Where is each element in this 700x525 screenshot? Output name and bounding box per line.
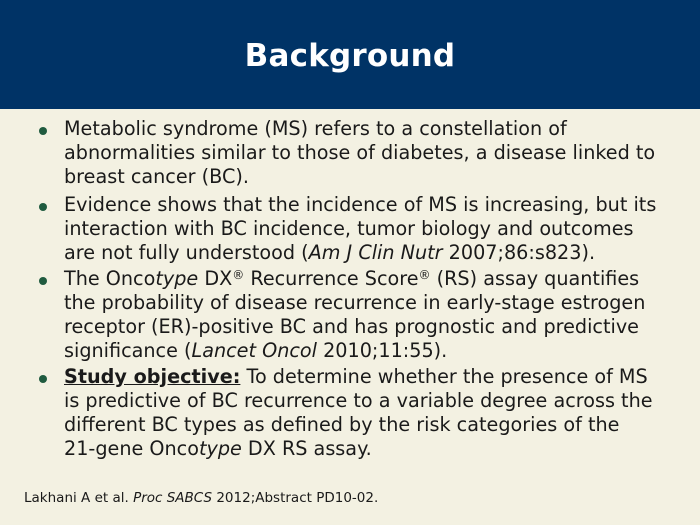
citation-journal: Proc SABCS — [133, 490, 213, 506]
title-bar — [0, 0, 700, 109]
citation-journal: Lancet Oncol — [191, 339, 317, 362]
bullet-line: receptor (ER)-positive BC and has prognostic and predictive — [64, 315, 639, 338]
bullet-line: interaction with BC incidence, tumor biology and outcomes — [64, 217, 634, 240]
footer-citation: Lakhani A et al. Proc SABCS 2012;Abstract PD10-02. — [24, 490, 379, 506]
bullet-dot — [39, 277, 47, 285]
slide-title: Background — [244, 37, 456, 74]
bullet-line: abnormalities similar to those of diabetes, a disease linked to — [64, 141, 656, 164]
bullet-text — [64, 267, 684, 363]
bullet-dot — [39, 127, 47, 135]
bullet-line: significance (Lancet Oncol 2010;11:55). — [64, 339, 448, 362]
bullet-line: The Oncotype DX® Recurrence Score® (RS) assay quantifies — [64, 267, 640, 290]
bullet-line: the probability of disease recurrence in early-stage estrogen — [64, 291, 646, 314]
bullet-text — [64, 365, 684, 461]
bullet-line: is predictive of BC recurrence to a variable degree across the — [64, 389, 653, 412]
citation-journal: Am J Clin Nutr — [308, 241, 443, 264]
bullet-dot — [39, 203, 47, 211]
study-objective-label: Study objective: — [64, 365, 241, 388]
bullet-line: Metabolic syndrome (MS) refers to a constellation of — [64, 117, 567, 140]
registered-mark: ® — [232, 268, 245, 282]
bullet-text — [64, 117, 684, 189]
bullet-line: Study objective: To determine whether the presence of MS — [64, 365, 648, 388]
bullet-line: 21-gene Oncotype DX RS assay. — [64, 437, 372, 460]
bullet-line: Evidence shows that the incidence of MS is increasing, but its — [64, 193, 657, 216]
bullet-line: are not fully understood (Am J Clin Nutr 2007;86:s823). — [64, 241, 596, 264]
bullet-text — [64, 193, 684, 265]
bullet-dot — [39, 375, 47, 383]
registered-mark: ® — [418, 268, 431, 282]
bullet-line: different BC types as defined by the risk categories of the — [64, 413, 620, 436]
bullet-line: breast cancer (BC). — [64, 165, 249, 188]
